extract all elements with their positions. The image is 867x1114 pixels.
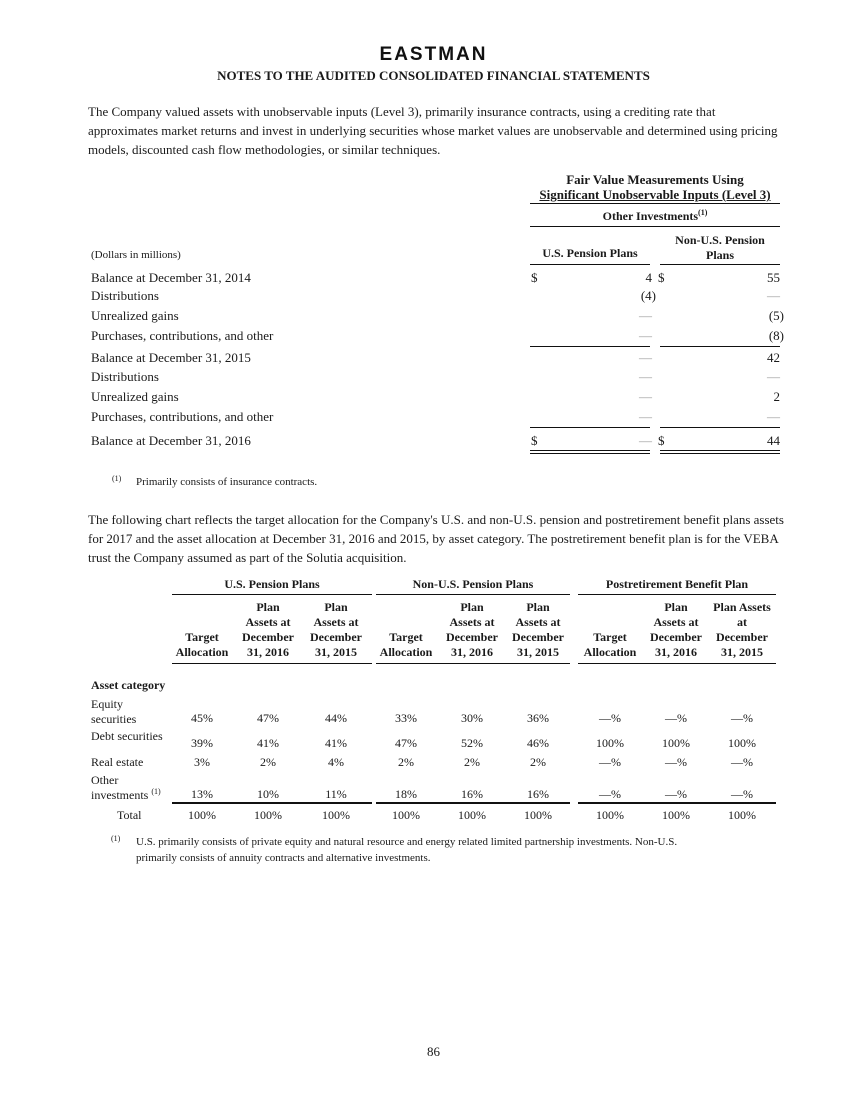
col-header-line: December — [650, 630, 702, 644]
t1-row-c1: — — [639, 409, 652, 424]
t1-row-c2: — — [767, 369, 780, 384]
allocation-cell: —% — [665, 787, 687, 801]
t1-row-c1: — — [639, 350, 652, 365]
allocation-cell: 52% — [461, 736, 483, 750]
table1-footnote-mark: (1) — [112, 474, 122, 483]
allocation-cell: 41% — [325, 736, 347, 750]
total-cell: 100% — [728, 808, 756, 822]
asset-row-label: Debt securities — [91, 729, 163, 743]
t1-row-c1: (4) — [640, 288, 656, 303]
col-header-line: Assets at — [313, 615, 359, 629]
group-nonus-pension: Non-U.S. Pension Plans — [412, 577, 534, 591]
allocation-cell: 10% — [257, 787, 279, 801]
allocation-cell: —% — [731, 787, 753, 801]
allocation-cell: 18% — [395, 787, 417, 801]
asset-row-label: Equity — [91, 697, 123, 711]
col-header-line: Plan — [460, 600, 484, 614]
col-header-line: Allocation — [379, 645, 433, 659]
t1-row-c2: — — [767, 409, 780, 424]
asset-row-label-cont — [91, 711, 139, 727]
t1-row-c1: — — [639, 328, 652, 343]
col-header-line: Assets at — [449, 615, 495, 629]
total-cell: 100% — [188, 808, 216, 822]
allocation-cell: —% — [599, 711, 621, 725]
t1-row-c2: (8) — [768, 328, 784, 343]
company-logo: EASTMAN — [379, 44, 488, 65]
intro-paragraph: The Company valued assets with unobservable inputs (Level 3), primarily insurance contracts, using a crediting rate that approximates market returns and invest in underlying securities whose market values are unobservable and determined using pricing models, discounted cash flow methodologies, or similar techniques. — [88, 104, 778, 157]
t1-row-label: Balance at December 31, 2016 — [91, 433, 251, 448]
col-header-line: Target — [185, 630, 219, 644]
table2-footnote-line1: U.S. primarily consists of private equity and natural resource and energy related limited partnership investments. Non-U.S. — [136, 836, 678, 848]
t1-row-c2-sym: $ — [658, 433, 665, 448]
allocation-cell: 36% — [527, 711, 549, 725]
t1-row-c2: 2 — [773, 389, 780, 404]
t1-row-c2: 55 — [767, 270, 780, 285]
total-cell: 100% — [662, 808, 690, 822]
total-cell: 100% — [524, 808, 552, 822]
col-header-line: at — [737, 615, 747, 629]
total-cell: 100% — [458, 808, 486, 822]
table1-footnote: Primarily consists of insurance contracts. — [136, 476, 318, 488]
col-header-line: Target — [593, 630, 627, 644]
col-header-line: December — [716, 630, 768, 644]
t1-row-c2: 42 — [767, 350, 780, 365]
col-header-line: December — [242, 630, 294, 644]
t1-row-label: Distributions — [91, 369, 159, 384]
col-header-line: December — [310, 630, 362, 644]
allocation-cell: 33% — [395, 711, 417, 725]
t1-row-c1: 4 — [645, 270, 652, 285]
allocation-cell: 45% — [191, 711, 213, 725]
allocation-cell: —% — [731, 711, 753, 725]
total-cell: 100% — [322, 808, 350, 822]
t1-row-c1: — — [639, 433, 652, 448]
col-header-line: Plan — [256, 600, 280, 614]
col-header-line: December — [446, 630, 498, 644]
t1-row-c2: — — [767, 288, 780, 303]
t1-row-c1: — — [639, 389, 652, 404]
col-header-line: Plan — [324, 600, 348, 614]
allocation-cell: 2% — [464, 755, 480, 769]
chart-paragraph: The following chart reflects the target allocation for the Company's U.S. and non-U.S. pension and postretirement benefit plans assets for 2017 and the asset allocation at December 31, 2016 and 2015, by asset category. The postretirement benefit plan is for the VEBA trust the Company assumed as part of the Solutia acquisition. — [88, 512, 784, 565]
allocation-cell: —% — [665, 711, 687, 725]
asset-category-label: Asset category — [91, 678, 166, 692]
col-header-line: 31, 2015 — [721, 645, 763, 659]
t1-row-label: Balance at December 31, 2014 — [91, 270, 251, 285]
allocation-cell: 100% — [728, 736, 756, 750]
t1-row-c2-sym: $ — [658, 270, 665, 285]
table2-footnote-mark: (1) — [111, 834, 121, 843]
allocation-cell: 41% — [257, 736, 279, 750]
allocation-cell: 4% — [328, 755, 344, 769]
col-header-line: Allocation — [175, 645, 229, 659]
col-header-line: 31, 2015 — [517, 645, 559, 659]
allocation-cell: —% — [731, 755, 753, 769]
table1-subheader-text: Other Investments — [602, 209, 699, 223]
t1-row-c1-sym: $ — [531, 433, 538, 448]
allocation-cell: 3% — [194, 755, 210, 769]
total-cell: 100% — [254, 808, 282, 822]
t1-row-c1: — — [639, 308, 652, 323]
t1-row-label: Purchases, contributions, and other — [91, 328, 274, 343]
page-header-title: NOTES TO THE AUDITED CONSOLIDATED FINANCIAL STATEMENTS — [217, 68, 650, 83]
total-cell: 100% — [596, 808, 624, 822]
page-number: 86 — [427, 1044, 440, 1059]
col-header-line: Assets at — [515, 615, 561, 629]
allocation-cell: 2% — [398, 755, 414, 769]
allocation-cell: 13% — [191, 787, 213, 801]
asset-row-label-text: securities — [91, 712, 137, 726]
table1-subheader-note: (1) — [698, 208, 708, 217]
allocation-cell: 47% — [257, 711, 279, 725]
allocation-cell: 16% — [461, 787, 483, 801]
col-header-line: 31, 2015 — [315, 645, 357, 659]
t1-row-label: Purchases, contributions, and other — [91, 409, 274, 424]
col-header-line: Plan — [526, 600, 550, 614]
group-us-pension: U.S. Pension Plans — [224, 577, 320, 591]
allocation-cell: 2% — [530, 755, 546, 769]
allocation-cell: 30% — [461, 711, 483, 725]
allocation-cell: 11% — [325, 787, 347, 801]
group-postretirement: Postretirement Benefit Plan — [605, 577, 749, 591]
asset-row-label: Other — [91, 773, 119, 787]
table1-title-line2: Significant Unobservable Inputs (Level 3) — [539, 187, 771, 202]
allocation-cell: 100% — [662, 736, 690, 750]
col-header-us-pension: U.S. Pension Plans — [542, 246, 638, 260]
t1-row-c2: 44 — [767, 433, 780, 448]
col-header-line: Assets at — [245, 615, 291, 629]
asset-row-note: (1) — [151, 787, 161, 796]
t1-row-label: Balance at December 31, 2015 — [91, 350, 251, 365]
t1-row-label: Unrealized gains — [91, 389, 179, 404]
col-header-line: 31, 2016 — [655, 645, 697, 659]
units-label: (Dollars in millions) — [91, 249, 181, 261]
col-header-nonus-pension-1: Non-U.S. Pension — [675, 233, 765, 247]
col-header-line: Plan Assets — [713, 600, 771, 614]
col-header-line: 31, 2016 — [451, 645, 493, 659]
table1-subheader — [530, 208, 780, 224]
col-header-line: December — [512, 630, 564, 644]
total-cell: 100% — [392, 808, 420, 822]
allocation-cell: —% — [599, 787, 621, 801]
t1-row-c2: (5) — [768, 308, 784, 323]
col-header-line: Target — [389, 630, 423, 644]
t1-row-label: Unrealized gains — [91, 308, 179, 323]
allocation-cell: —% — [665, 755, 687, 769]
table1-title-line1: Fair Value Measurements Using — [566, 172, 744, 187]
asset-row-label: Real estate — [91, 755, 144, 769]
allocation-cell: 2% — [260, 755, 276, 769]
total-label: Total — [117, 808, 142, 822]
asset-row-label-cont — [91, 787, 161, 803]
allocation-cell: 47% — [395, 736, 417, 750]
table2-footnote-line2: primarily consists of annuity contracts and alternative investments. — [136, 852, 431, 864]
asset-row-label-text: investments — [91, 788, 149, 802]
col-header-line: Plan — [664, 600, 688, 614]
col-header-line: Assets at — [653, 615, 699, 629]
t1-row-c1-sym: $ — [531, 270, 538, 285]
allocation-cell: —% — [599, 755, 621, 769]
allocation-cell: 100% — [596, 736, 624, 750]
allocation-cell: 39% — [191, 736, 213, 750]
allocation-cell: 44% — [325, 711, 347, 725]
allocation-cell: 16% — [527, 787, 549, 801]
t1-row-c1: — — [639, 369, 652, 384]
allocation-cell: 46% — [527, 736, 549, 750]
col-header-nonus-pension-2: Plans — [705, 248, 734, 262]
col-header-line: 31, 2016 — [247, 645, 289, 659]
t1-row-label: Distributions — [91, 288, 159, 303]
col-header-line: Allocation — [583, 645, 637, 659]
